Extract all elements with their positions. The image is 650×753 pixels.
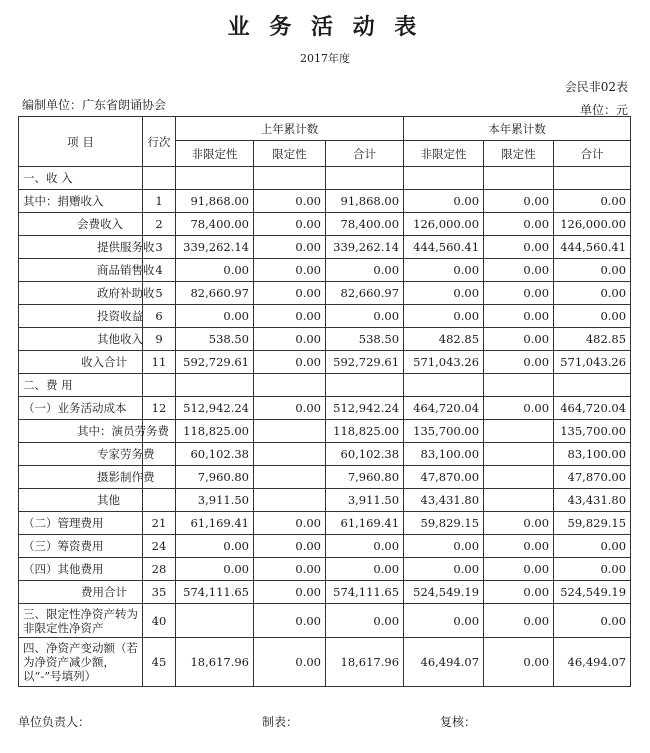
cell-curr-unrestricted: 47,870.00: [404, 466, 484, 489]
row-label: 收入合计: [19, 351, 143, 374]
row-line-number: 40: [143, 604, 176, 638]
cell-curr-restricted: 0.00: [484, 305, 554, 328]
cell-prev-restricted: 0.00: [254, 397, 326, 420]
row-label: 其他收入: [19, 328, 143, 351]
cell-curr-total: 464,720.04: [554, 397, 631, 420]
cell-curr-restricted: 0.00: [484, 190, 554, 213]
cell-curr-total: 571,043.26: [554, 351, 631, 374]
cell-prev-unrestricted: 339,262.14: [176, 236, 254, 259]
row-label: 其中：捐赠收入: [19, 190, 143, 213]
table-row: [19, 305, 631, 328]
cell-curr-total: 0.00: [554, 558, 631, 581]
cell-prev-unrestricted: [176, 604, 254, 638]
signature-reviewer: 复核：: [440, 715, 477, 729]
row-label: 投资收益: [19, 305, 143, 328]
row-line-number: 9: [143, 328, 176, 351]
header-line: 行次: [143, 117, 176, 167]
row-line-number: [143, 489, 176, 512]
cell-curr-total: 83,100.00: [554, 443, 631, 466]
table-row: [19, 420, 631, 443]
header-item: 项 目: [19, 117, 143, 167]
cell-prev-restricted: 0.00: [254, 236, 326, 259]
table-row: [19, 638, 631, 687]
header-prev-total: 合计: [326, 141, 404, 167]
cell-prev-total: 574,111.65: [326, 581, 404, 604]
header-prev-year: 上年累计数: [176, 117, 404, 141]
cell-prev-restricted: [254, 466, 326, 489]
cell-prev-restricted: 0.00: [254, 351, 326, 374]
cell-prev-unrestricted: 60,102.38: [176, 443, 254, 466]
row-label: 其他: [19, 489, 143, 512]
cell-curr-unrestricted: 46,494.07: [404, 638, 484, 687]
cell-prev-unrestricted: 78,400.00: [176, 213, 254, 236]
table-row: [19, 604, 631, 638]
cell-prev-unrestricted: 538.50: [176, 328, 254, 351]
table-row: [19, 466, 631, 489]
cell-curr-total: [554, 374, 631, 397]
cell-prev-unrestricted: 7,960.80: [176, 466, 254, 489]
cell-prev-unrestricted: 3,911.50: [176, 489, 254, 512]
row-line-number: 21: [143, 512, 176, 535]
reporting-organization: 编制单位：广东省朗诵协会: [22, 98, 167, 112]
cell-prev-total: 61,169.41: [326, 512, 404, 535]
cell-prev-unrestricted: 0.00: [176, 305, 254, 328]
cell-prev-unrestricted: 592,729.61: [176, 351, 254, 374]
cell-prev-restricted: 0.00: [254, 282, 326, 305]
cell-curr-total: 47,870.00: [554, 466, 631, 489]
cell-prev-unrestricted: 91,868.00: [176, 190, 254, 213]
cell-prev-restricted: [254, 374, 326, 397]
cell-prev-restricted: 0.00: [254, 604, 326, 638]
cell-curr-total: 0.00: [554, 305, 631, 328]
cell-curr-unrestricted: 43,431.80: [404, 489, 484, 512]
row-line-number: 11: [143, 351, 176, 374]
row-line-number: 24: [143, 535, 176, 558]
cell-prev-restricted: [254, 489, 326, 512]
cell-prev-restricted: 0.00: [254, 512, 326, 535]
cell-curr-unrestricted: [404, 374, 484, 397]
cell-prev-total: [326, 167, 404, 190]
cell-curr-unrestricted: 135,700.00: [404, 420, 484, 443]
cell-prev-unrestricted: 118,825.00: [176, 420, 254, 443]
table-row: [19, 558, 631, 581]
cell-prev-unrestricted: 18,617.96: [176, 638, 254, 687]
cell-prev-total: 339,262.14: [326, 236, 404, 259]
table-row: [19, 397, 631, 420]
row-label: 商品销售收: [19, 259, 143, 282]
table-row: [19, 535, 631, 558]
cell-prev-unrestricted: 0.00: [176, 558, 254, 581]
row-line-number: [143, 167, 176, 190]
cell-curr-total: 135,700.00: [554, 420, 631, 443]
header-curr-year: 本年累计数: [404, 117, 631, 141]
cell-curr-restricted: 0.00: [484, 604, 554, 638]
cell-prev-total: 0.00: [326, 535, 404, 558]
cell-curr-unrestricted: 0.00: [404, 604, 484, 638]
header-curr-total: 合计: [554, 141, 631, 167]
cell-prev-total: 538.50: [326, 328, 404, 351]
cell-prev-total: 0.00: [326, 604, 404, 638]
cell-curr-total: 0.00: [554, 604, 631, 638]
cell-prev-unrestricted: [176, 374, 254, 397]
cell-prev-unrestricted: 0.00: [176, 535, 254, 558]
row-label: 摄影制作费: [19, 466, 143, 489]
activity-statement-table: [18, 116, 631, 687]
cell-curr-total: 46,494.07: [554, 638, 631, 687]
header-row-1: [19, 117, 631, 141]
header-curr-restricted: 限定性: [484, 141, 554, 167]
table-row: [19, 489, 631, 512]
cell-curr-unrestricted: 83,100.00: [404, 443, 484, 466]
cell-curr-total: 0.00: [554, 259, 631, 282]
cell-prev-total: 0.00: [326, 558, 404, 581]
row-line-number: 4: [143, 259, 176, 282]
cell-curr-restricted: [484, 489, 554, 512]
cell-curr-unrestricted: 0.00: [404, 535, 484, 558]
cell-curr-restricted: [484, 167, 554, 190]
signature-leader: 单位负责人：: [18, 715, 91, 729]
row-label: （二）管理费用: [19, 512, 143, 535]
table-row: [19, 236, 631, 259]
cell-curr-unrestricted: 0.00: [404, 305, 484, 328]
cell-curr-total: 126,000.00: [554, 213, 631, 236]
cell-prev-unrestricted: 61,169.41: [176, 512, 254, 535]
cell-prev-total: 512,942.24: [326, 397, 404, 420]
row-line-number: 45: [143, 638, 176, 687]
cell-prev-unrestricted: 0.00: [176, 259, 254, 282]
cell-prev-restricted: 0.00: [254, 328, 326, 351]
cell-prev-total: 7,960.80: [326, 466, 404, 489]
table-row: [19, 374, 631, 397]
cell-curr-unrestricted: 126,000.00: [404, 213, 484, 236]
row-line-number: 1: [143, 190, 176, 213]
cell-curr-restricted: 0.00: [484, 558, 554, 581]
cell-prev-restricted: 0.00: [254, 535, 326, 558]
row-line-number: 12: [143, 397, 176, 420]
cell-curr-unrestricted: 482.85: [404, 328, 484, 351]
cell-curr-unrestricted: 0.00: [404, 282, 484, 305]
cell-curr-restricted: 0.00: [484, 259, 554, 282]
cell-prev-restricted: 0.00: [254, 305, 326, 328]
table-row: [19, 512, 631, 535]
table-row: [19, 259, 631, 282]
report-year: 2017年度: [300, 52, 350, 65]
header-curr-unrestricted: 非限定性: [404, 141, 484, 167]
cell-curr-unrestricted: 0.00: [404, 558, 484, 581]
cell-curr-restricted: 0.00: [484, 328, 554, 351]
row-label: 一、收 入: [19, 167, 143, 190]
row-line-number: 35: [143, 581, 176, 604]
cell-curr-restricted: [484, 374, 554, 397]
cell-curr-unrestricted: 444,560.41: [404, 236, 484, 259]
row-line-number: [143, 374, 176, 397]
cell-prev-restricted: 0.00: [254, 190, 326, 213]
cell-prev-unrestricted: 82,660.97: [176, 282, 254, 305]
cell-prev-restricted: 0.00: [254, 259, 326, 282]
table-row: [19, 213, 631, 236]
cell-prev-unrestricted: 574,111.65: [176, 581, 254, 604]
cell-curr-total: 59,829.15: [554, 512, 631, 535]
table-row: [19, 581, 631, 604]
row-label: 提供服务收: [19, 236, 143, 259]
cell-curr-total: 43,431.80: [554, 489, 631, 512]
header-prev-unrestricted: 非限定性: [176, 141, 254, 167]
table-row: [19, 282, 631, 305]
table-row: [19, 351, 631, 374]
row-label: 三、限定性净资产转为非限定性净资产: [19, 604, 143, 638]
cell-curr-total: 0.00: [554, 535, 631, 558]
cell-prev-restricted: [254, 167, 326, 190]
table-row: [19, 190, 631, 213]
cell-curr-restricted: 0.00: [484, 638, 554, 687]
currency-unit: 单位：元: [579, 103, 628, 117]
cell-prev-total: [326, 374, 404, 397]
form-number: 会民非02表: [564, 80, 628, 94]
row-line-number: 2: [143, 213, 176, 236]
row-label: 费用合计: [19, 581, 143, 604]
row-label: 专家劳务费: [19, 443, 143, 466]
row-label: （三）筹资费用: [19, 535, 143, 558]
cell-curr-unrestricted: 524,549.19: [404, 581, 484, 604]
row-label: 政府补助收: [19, 282, 143, 305]
cell-curr-total: 0.00: [554, 190, 631, 213]
cell-prev-total: 78,400.00: [326, 213, 404, 236]
row-line-number: 6: [143, 305, 176, 328]
cell-curr-restricted: 0.00: [484, 581, 554, 604]
page-title: 业 务 活 动 表: [227, 15, 423, 40]
row-line-number: 5: [143, 282, 176, 305]
cell-curr-restricted: 0.00: [484, 535, 554, 558]
cell-curr-restricted: 0.00: [484, 236, 554, 259]
cell-prev-total: 91,868.00: [326, 190, 404, 213]
row-line-number: 28: [143, 558, 176, 581]
row-label: 二、费 用: [19, 374, 143, 397]
table-row: [19, 328, 631, 351]
row-label: （四）其他费用: [19, 558, 143, 581]
cell-prev-total: 60,102.38: [326, 443, 404, 466]
cell-curr-restricted: 0.00: [484, 397, 554, 420]
row-line-number: 3: [143, 236, 176, 259]
cell-curr-restricted: [484, 443, 554, 466]
cell-prev-total: 82,660.97: [326, 282, 404, 305]
cell-prev-total: 118,825.00: [326, 420, 404, 443]
cell-curr-restricted: 0.00: [484, 282, 554, 305]
cell-curr-total: 0.00: [554, 282, 631, 305]
cell-prev-restricted: 0.00: [254, 558, 326, 581]
row-label: 其中：演员劳务费: [19, 420, 143, 443]
cell-curr-restricted: 0.00: [484, 512, 554, 535]
cell-prev-restricted: 0.00: [254, 581, 326, 604]
cell-curr-restricted: 0.00: [484, 351, 554, 374]
cell-curr-unrestricted: 464,720.04: [404, 397, 484, 420]
cell-prev-total: 3,911.50: [326, 489, 404, 512]
signature-preparer: 制表：: [262, 715, 299, 729]
cell-prev-restricted: [254, 420, 326, 443]
cell-prev-restricted: 0.00: [254, 638, 326, 687]
cell-curr-restricted: [484, 420, 554, 443]
cell-curr-total: [554, 167, 631, 190]
table-row: [19, 167, 631, 190]
table-row: [19, 443, 631, 466]
cell-curr-unrestricted: 571,043.26: [404, 351, 484, 374]
cell-prev-restricted: 0.00: [254, 213, 326, 236]
cell-curr-restricted: 0.00: [484, 213, 554, 236]
cell-curr-unrestricted: [404, 167, 484, 190]
row-label: 四、净资产变动额（若为净资产减少额，以“-”号填列）: [19, 638, 143, 687]
cell-prev-total: 18,617.96: [326, 638, 404, 687]
cell-curr-total: 524,549.19: [554, 581, 631, 604]
cell-curr-total: 444,560.41: [554, 236, 631, 259]
cell-prev-restricted: [254, 443, 326, 466]
cell-prev-total: 0.00: [326, 305, 404, 328]
cell-curr-unrestricted: 0.00: [404, 259, 484, 282]
header-prev-restricted: 限定性: [254, 141, 326, 167]
cell-prev-total: 0.00: [326, 259, 404, 282]
cell-prev-unrestricted: [176, 167, 254, 190]
cell-curr-unrestricted: 0.00: [404, 190, 484, 213]
row-label: 会费收入: [19, 213, 143, 236]
cell-curr-unrestricted: 59,829.15: [404, 512, 484, 535]
cell-curr-total: 482.85: [554, 328, 631, 351]
row-label: （一）业务活动成本: [19, 397, 143, 420]
cell-prev-unrestricted: 512,942.24: [176, 397, 254, 420]
cell-prev-total: 592,729.61: [326, 351, 404, 374]
cell-curr-restricted: [484, 466, 554, 489]
